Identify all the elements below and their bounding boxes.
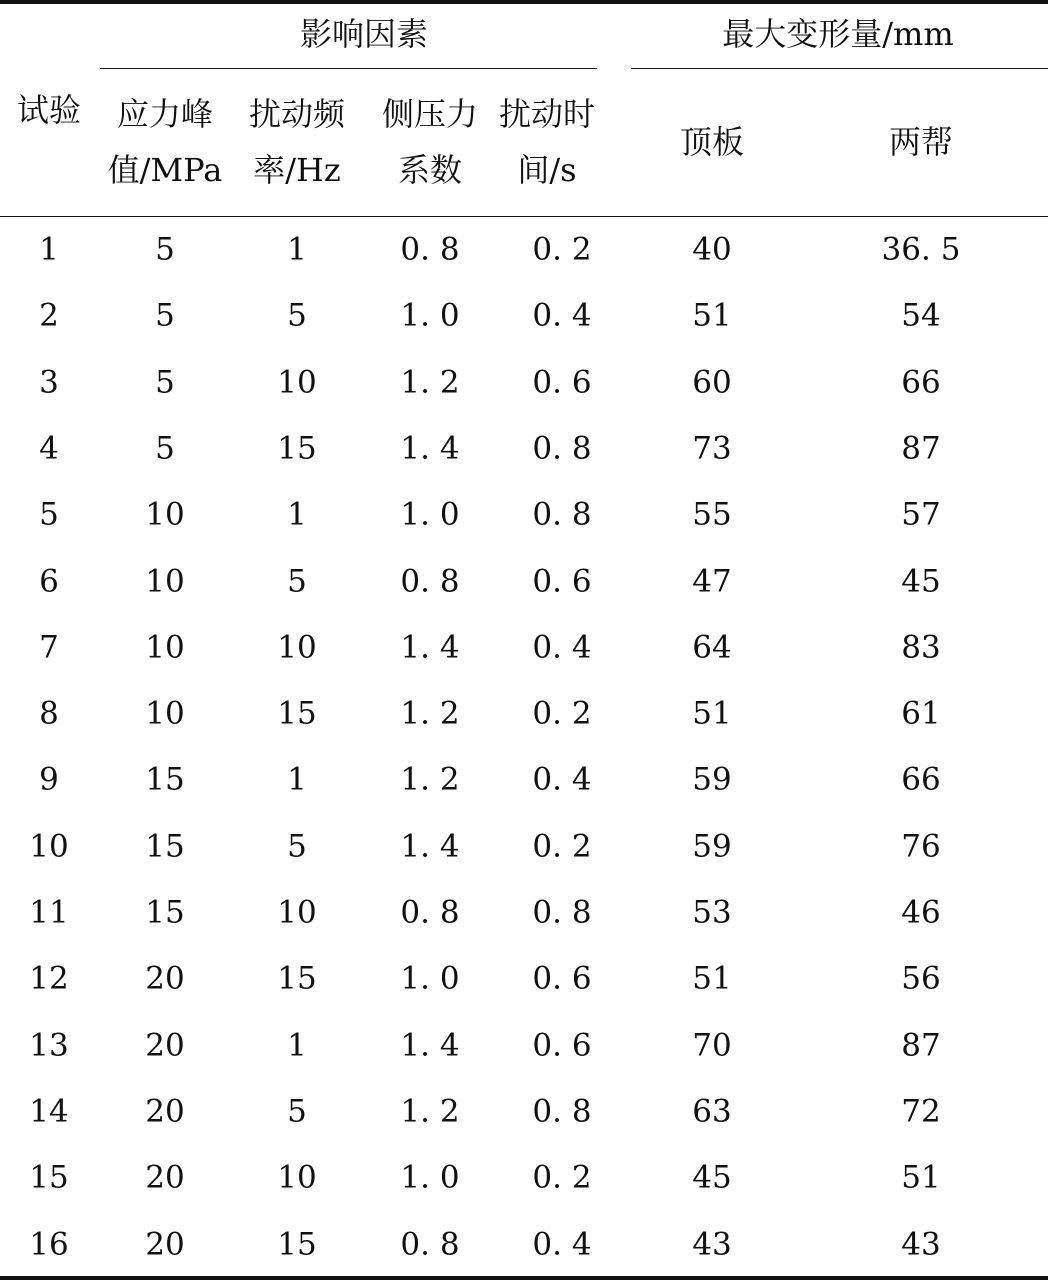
sides-deformation-cell: 72 xyxy=(901,1093,941,1130)
stress-peak-cell: 20 xyxy=(145,1226,185,1262)
coefficient-cell: 1. 0 xyxy=(400,960,460,997)
time-cell: 0. 8 xyxy=(532,496,592,533)
coefficient-cell: 1. 0 xyxy=(400,1159,460,1196)
stress-peak-cell: 20 xyxy=(145,1159,185,1196)
frequency-cell: 1 xyxy=(287,231,307,268)
stress-peak-cell: 5 xyxy=(155,297,175,334)
roof-deformation-cell: 43 xyxy=(692,1226,732,1262)
coefficient-cell: 1. 0 xyxy=(400,496,460,533)
stress-peak-header-line1: 应力峰 xyxy=(116,95,214,133)
sides-deformation-cell: 87 xyxy=(901,430,941,467)
stress-peak-cell: 10 xyxy=(145,695,185,732)
time-cell: 0. 8 xyxy=(532,1093,592,1130)
frequency-cell: 10 xyxy=(277,1159,317,1196)
time-cell: 0. 2 xyxy=(532,1159,592,1196)
roof-deformation-cell: 70 xyxy=(692,1027,732,1064)
frequency-cell: 5 xyxy=(287,828,307,865)
trial-cell: 2 xyxy=(39,297,59,334)
stress-peak-cell: 10 xyxy=(145,629,185,666)
sides-deformation-cell: 43 xyxy=(901,1226,941,1262)
sides-deformation-cell: 87 xyxy=(901,1027,941,1064)
factors-group-rule xyxy=(100,68,597,69)
coefficient-cell: 0. 8 xyxy=(400,231,460,268)
time-cell: 0. 4 xyxy=(532,629,592,666)
roof-deformation-cell: 59 xyxy=(692,828,732,865)
sides-deformation-cell: 54 xyxy=(901,297,941,334)
frequency-cell: 1 xyxy=(287,496,307,533)
time-cell: 0. 4 xyxy=(532,1226,592,1262)
frequency-cell: 5 xyxy=(287,563,307,599)
lateral-pressure-coefficient-column-header xyxy=(382,86,478,198)
stress-peak-cell: 5 xyxy=(155,430,175,467)
stress-peak-cell: 5 xyxy=(155,231,175,268)
stress-peak-cell: 5 xyxy=(155,364,175,401)
disturbance-frequency-column-header xyxy=(249,86,345,198)
sides-deformation-cell: 36. 5 xyxy=(881,231,961,268)
table-top-rule xyxy=(0,0,1048,4)
roof-deformation-cell: 63 xyxy=(692,1093,732,1130)
time-cell: 0. 6 xyxy=(532,960,592,997)
coefficient-cell: 1. 4 xyxy=(400,629,460,666)
trial-cell: 11 xyxy=(29,894,69,931)
trial-cell: 13 xyxy=(29,1027,69,1064)
sides-column-header: 两帮 xyxy=(888,123,954,161)
factors-group-header: 影响因素 xyxy=(299,15,429,53)
sides-deformation-cell: 76 xyxy=(901,828,941,865)
time-cell: 0. 2 xyxy=(532,695,592,732)
time-cell: 0. 4 xyxy=(532,297,592,334)
stress-peak-cell: 10 xyxy=(145,496,185,533)
roof-deformation-cell: 64 xyxy=(692,629,732,666)
trial-column-header: 试验 xyxy=(16,91,82,129)
stress-peak-header-line2: 值/MPa xyxy=(107,151,223,189)
trial-cell: 6 xyxy=(39,563,59,599)
trial-cell: 15 xyxy=(29,1159,69,1196)
trial-cell: 16 xyxy=(29,1226,69,1262)
trial-cell: 10 xyxy=(29,828,69,865)
coefficient-cell: 1. 4 xyxy=(400,1027,460,1064)
deformation-group-header: 最大变形量/mm xyxy=(722,15,954,53)
sides-deformation-cell: 56 xyxy=(901,960,941,997)
coefficient-cell: 0. 8 xyxy=(400,894,460,931)
coefficient-cell: 1. 2 xyxy=(400,364,460,401)
coefficient-cell: 1. 4 xyxy=(400,828,460,865)
time-cell: 0. 8 xyxy=(532,430,592,467)
roof-column-header: 顶板 xyxy=(679,123,745,161)
coefficient-header-line2: 系数 xyxy=(397,151,463,189)
time-cell: 0. 6 xyxy=(532,364,592,401)
stress-peak-cell: 20 xyxy=(145,1093,185,1130)
trial-cell: 3 xyxy=(39,364,59,401)
roof-deformation-cell: 59 xyxy=(692,761,732,798)
frequency-cell: 5 xyxy=(287,1093,307,1130)
roof-deformation-cell: 47 xyxy=(692,563,732,599)
roof-deformation-cell: 51 xyxy=(692,960,732,997)
frequency-cell: 1 xyxy=(287,761,307,798)
roof-deformation-cell: 40 xyxy=(692,231,732,268)
frequency-cell: 1 xyxy=(287,1027,307,1064)
coefficient-cell: 1. 0 xyxy=(400,297,460,334)
trial-cell: 5 xyxy=(39,496,59,533)
sides-deformation-cell: 51 xyxy=(901,1159,941,1196)
coefficient-cell: 1. 2 xyxy=(400,1093,460,1130)
stress-peak-cell: 15 xyxy=(145,761,185,798)
frequency-cell: 15 xyxy=(277,695,317,732)
sides-deformation-cell: 66 xyxy=(901,761,941,798)
coefficient-cell: 1. 2 xyxy=(400,761,460,798)
coefficient-cell: 1. 4 xyxy=(400,430,460,467)
frequency-cell: 15 xyxy=(277,430,317,467)
sides-deformation-cell: 57 xyxy=(901,496,941,533)
frequency-cell: 10 xyxy=(277,364,317,401)
roof-deformation-cell: 53 xyxy=(692,894,732,931)
trial-cell: 7 xyxy=(39,629,59,666)
sides-deformation-cell: 83 xyxy=(901,629,941,666)
frequency-header-line1: 扰动频 xyxy=(248,95,346,133)
roof-deformation-cell: 45 xyxy=(692,1159,732,1196)
deformation-group-rule xyxy=(631,68,1048,69)
roof-deformation-cell: 60 xyxy=(692,364,732,401)
stress-peak-cell: 20 xyxy=(145,1027,185,1064)
frequency-cell: 5 xyxy=(287,297,307,334)
trial-cell: 12 xyxy=(29,960,69,997)
frequency-header-line2: 率/Hz xyxy=(253,151,341,189)
coefficient-header-line1: 侧压力 xyxy=(381,95,479,133)
sides-deformation-cell: 45 xyxy=(901,563,941,599)
coefficient-cell: 0. 8 xyxy=(400,563,460,599)
sides-deformation-cell: 46 xyxy=(901,894,941,931)
frequency-cell: 10 xyxy=(277,629,317,666)
time-cell: 0. 6 xyxy=(532,563,592,599)
trial-cell: 9 xyxy=(39,761,59,798)
coefficient-cell: 1. 2 xyxy=(400,695,460,732)
time-cell: 0. 2 xyxy=(532,231,592,268)
time-cell: 0. 4 xyxy=(532,761,592,798)
trial-cell: 1 xyxy=(39,231,59,268)
frequency-cell: 10 xyxy=(277,894,317,931)
trial-cell: 4 xyxy=(39,430,59,467)
stress-peak-cell: 20 xyxy=(145,960,185,997)
roof-deformation-cell: 51 xyxy=(692,695,732,732)
disturbance-time-column-header xyxy=(499,86,595,198)
stress-peak-cell: 15 xyxy=(145,828,185,865)
stress-peak-cell: 15 xyxy=(145,894,185,931)
stress-peak-column-header xyxy=(108,86,223,198)
table-bottom-rule xyxy=(0,1276,1048,1280)
time-cell: 0. 8 xyxy=(532,894,592,931)
roof-deformation-cell: 55 xyxy=(692,496,732,533)
roof-deformation-cell: 73 xyxy=(692,430,732,467)
time-cell: 0. 2 xyxy=(532,828,592,865)
roof-deformation-cell: 51 xyxy=(692,297,732,334)
header-bottom-rule xyxy=(0,216,1048,217)
time-header-line2: 间/s xyxy=(517,151,577,189)
trial-cell: 8 xyxy=(39,695,59,732)
sides-deformation-cell: 61 xyxy=(901,695,941,732)
time-header-line1: 扰动时 xyxy=(498,95,596,133)
coefficient-cell: 0. 8 xyxy=(400,1226,460,1262)
time-cell: 0. 6 xyxy=(532,1027,592,1064)
trial-cell: 14 xyxy=(29,1093,69,1130)
stress-peak-cell: 10 xyxy=(145,563,185,599)
frequency-cell: 15 xyxy=(277,1226,317,1262)
sides-deformation-cell: 66 xyxy=(901,364,941,401)
frequency-cell: 15 xyxy=(277,960,317,997)
